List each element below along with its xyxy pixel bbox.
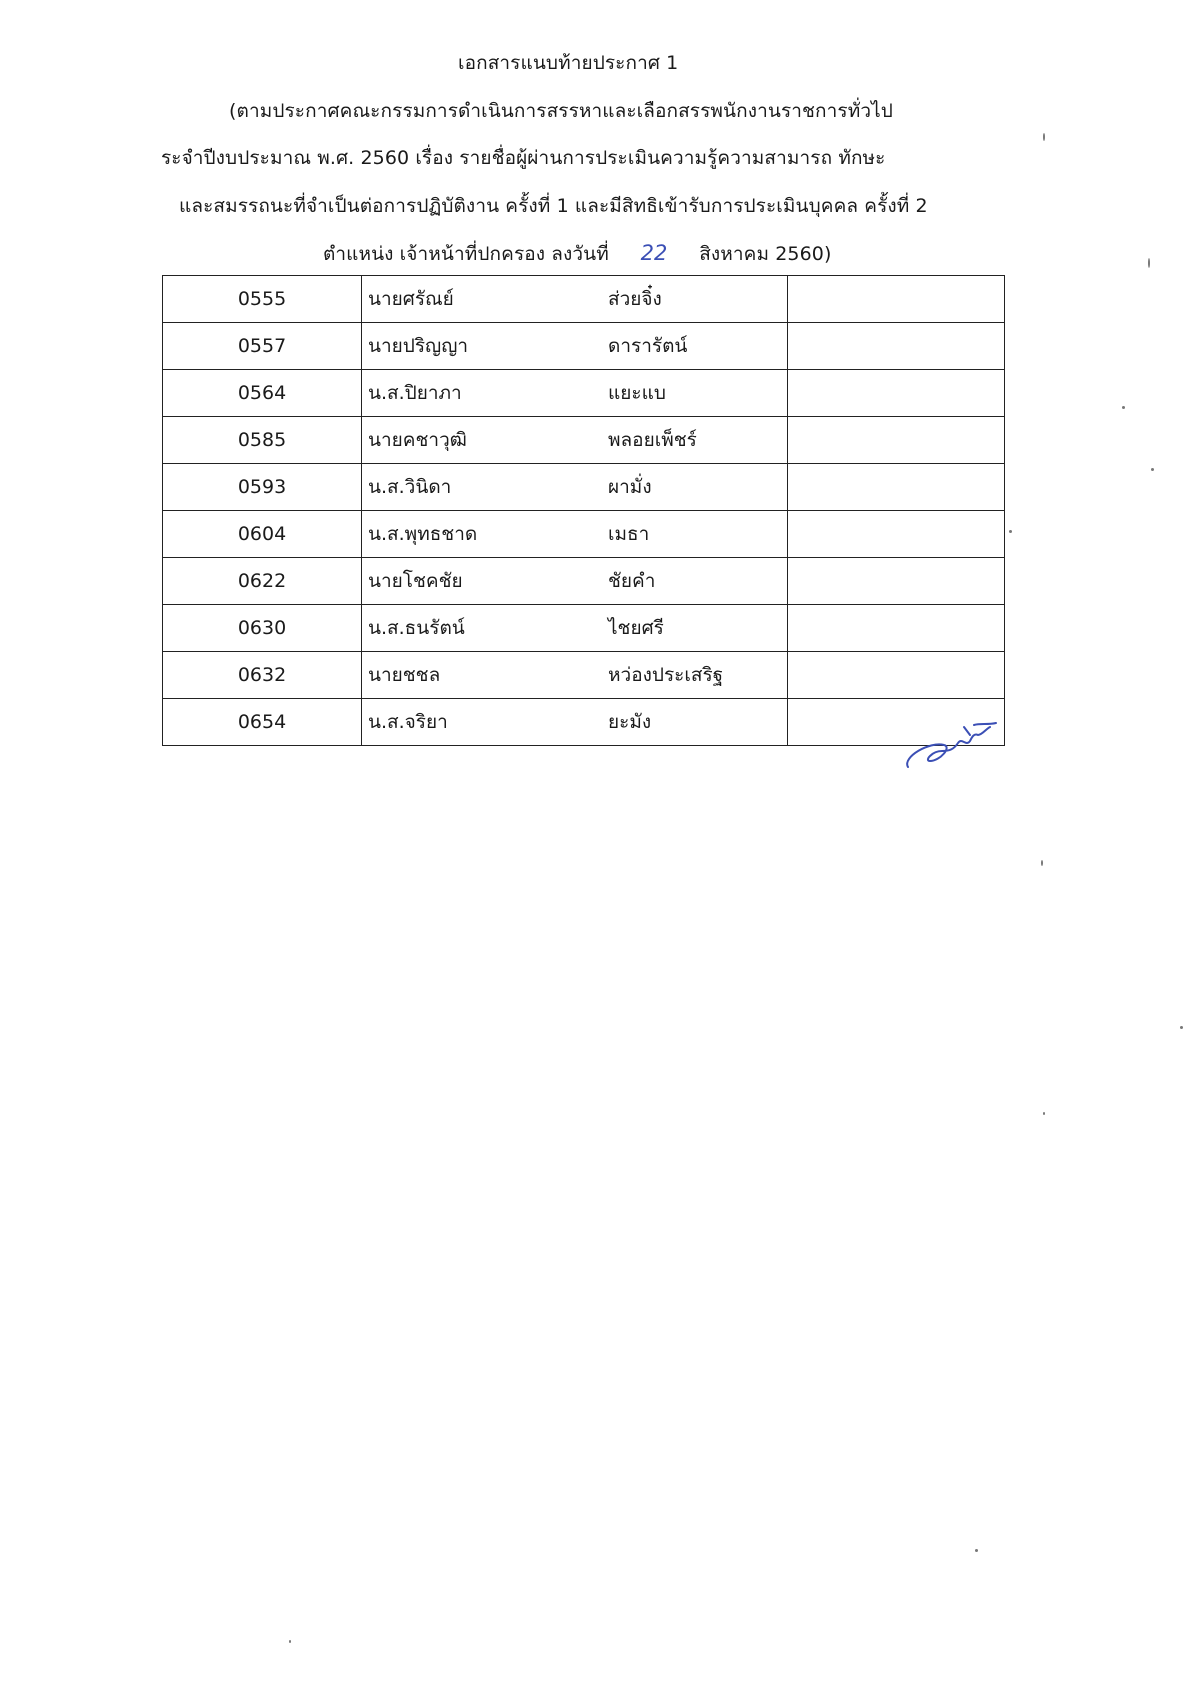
- applicant-last-name: หว่องประเสริฐ: [608, 664, 724, 686]
- applicant-id-cell: 0555: [163, 276, 362, 323]
- applicant-first-name-cell: น.ส.ปิยาภา: [362, 370, 607, 417]
- remarks-cell: [788, 558, 1005, 605]
- applicant-first-name-cell: น.ส.ธนรัตน์: [362, 605, 607, 652]
- applicant-last-name-cell: [606, 370, 788, 417]
- scan-speck: [1043, 133, 1045, 141]
- applicant-id-cell: 0564: [163, 370, 362, 417]
- table-row: [163, 605, 1005, 652]
- applicant-id-cell: 0604: [163, 511, 362, 558]
- table-row: [163, 699, 1005, 746]
- scan-speck: [1041, 860, 1043, 866]
- applicant-last-name: ส่วยจิ๋ง: [608, 288, 662, 310]
- handwritten-day: 22: [640, 241, 668, 265]
- scan-speck: [289, 1640, 291, 1643]
- remarks-cell: [788, 370, 1005, 417]
- applicant-first-name-cell: นายคชาวุฒิ: [362, 417, 607, 464]
- scan-speck: [1180, 1026, 1183, 1029]
- applicant-last-name-cell: [606, 652, 788, 699]
- table-row: [163, 323, 1005, 370]
- applicant-first-name-cell: น.ส.จริยา: [362, 699, 607, 746]
- applicant-id-cell: 0585: [163, 417, 362, 464]
- applicant-id-cell: 0630: [163, 605, 362, 652]
- table-row: [163, 464, 1005, 511]
- applicant-last-name: ดารารัตน์: [608, 335, 688, 357]
- applicant-first-name-cell: น.ส.พุทธชาด: [362, 511, 607, 558]
- scan-speck: [1122, 406, 1125, 409]
- position-line-prefix: ตำแหน่ง เจ้าหน้าที่ปกครอง ลงวันที่: [323, 243, 609, 265]
- applicant-first-name-cell: นายโชคชัย: [362, 558, 607, 605]
- table-row: [163, 417, 1005, 464]
- remarks-cell: [788, 276, 1005, 323]
- subtitle-line-3: และสมรรถนะที่จำเป็นต่อการปฏิบัติงาน ครั้งที่ 1 และมีสิทธิเข้ารับการประเมินบุคคล ครั้งที่ 2: [179, 195, 928, 217]
- applicant-last-name: ชัยคำ: [608, 570, 656, 592]
- roster-table: [162, 275, 1005, 746]
- applicant-last-name: พลอยเพ็ชร์: [608, 429, 697, 451]
- applicant-last-name-cell: [606, 276, 788, 323]
- applicant-last-name-cell: [606, 511, 788, 558]
- applicant-last-name-cell: [606, 605, 788, 652]
- position-line: [323, 241, 832, 266]
- applicant-id-cell: 0593: [163, 464, 362, 511]
- subtitle-line-2: ระจำปีงบประมาณ พ.ศ. 2560 เรื่อง รายชื่อผู้ผ่านการประเมินความรู้ความสามารถ ทักษะ: [161, 147, 886, 169]
- scan-speck: [1009, 530, 1012, 533]
- roster-body: [163, 276, 1005, 746]
- scan-speck: [1148, 258, 1150, 268]
- scan-speck: [1043, 1112, 1045, 1115]
- table-row: [163, 276, 1005, 323]
- remarks-cell: [788, 464, 1005, 511]
- applicant-last-name: ไชยศรี: [608, 617, 664, 639]
- applicant-last-name-cell: [606, 323, 788, 370]
- applicant-last-name-cell: [606, 464, 788, 511]
- applicant-id-cell: 0632: [163, 652, 362, 699]
- table-row: [163, 511, 1005, 558]
- applicant-id-cell: 0622: [163, 558, 362, 605]
- document-title: เอกสารแนบท้ายประกาศ 1: [458, 52, 679, 74]
- position-line-suffix: สิงหาคม 2560): [699, 243, 832, 265]
- applicant-first-name-cell: นายปริญญา: [362, 323, 607, 370]
- scan-speck: [975, 1549, 978, 1552]
- applicant-last-name-cell: [606, 699, 788, 746]
- applicant-last-name: ยะมัง: [608, 711, 652, 733]
- applicant-first-name-cell: นายชชล: [362, 652, 607, 699]
- applicant-id-cell: 0654: [163, 699, 362, 746]
- remarks-cell: [788, 417, 1005, 464]
- applicant-last-name-cell: [606, 558, 788, 605]
- handwritten-signature-icon: [900, 705, 1000, 775]
- scan-speck: [1151, 468, 1154, 471]
- remarks-cell: [788, 605, 1005, 652]
- subtitle-line-1: (ตามประกาศคณะกรรมการดำเนินการสรรหาและเลือกสรรพนักงานราชการทั่วไป: [229, 100, 893, 122]
- applicant-last-name: แยะแบ: [608, 382, 666, 404]
- remarks-cell: [788, 652, 1005, 699]
- applicant-last-name: เมธา: [608, 523, 650, 545]
- applicant-first-name-cell: น.ส.วินิดา: [362, 464, 607, 511]
- applicant-last-name-cell: [606, 417, 788, 464]
- applicant-first-name-cell: นายศรัณย์: [362, 276, 607, 323]
- table-row: [163, 652, 1005, 699]
- applicant-id-cell: 0557: [163, 323, 362, 370]
- remarks-cell: [788, 323, 1005, 370]
- table-row: [163, 370, 1005, 417]
- table-row: [163, 558, 1005, 605]
- applicant-last-name: ผามั่ง: [608, 476, 652, 498]
- remarks-cell: [788, 511, 1005, 558]
